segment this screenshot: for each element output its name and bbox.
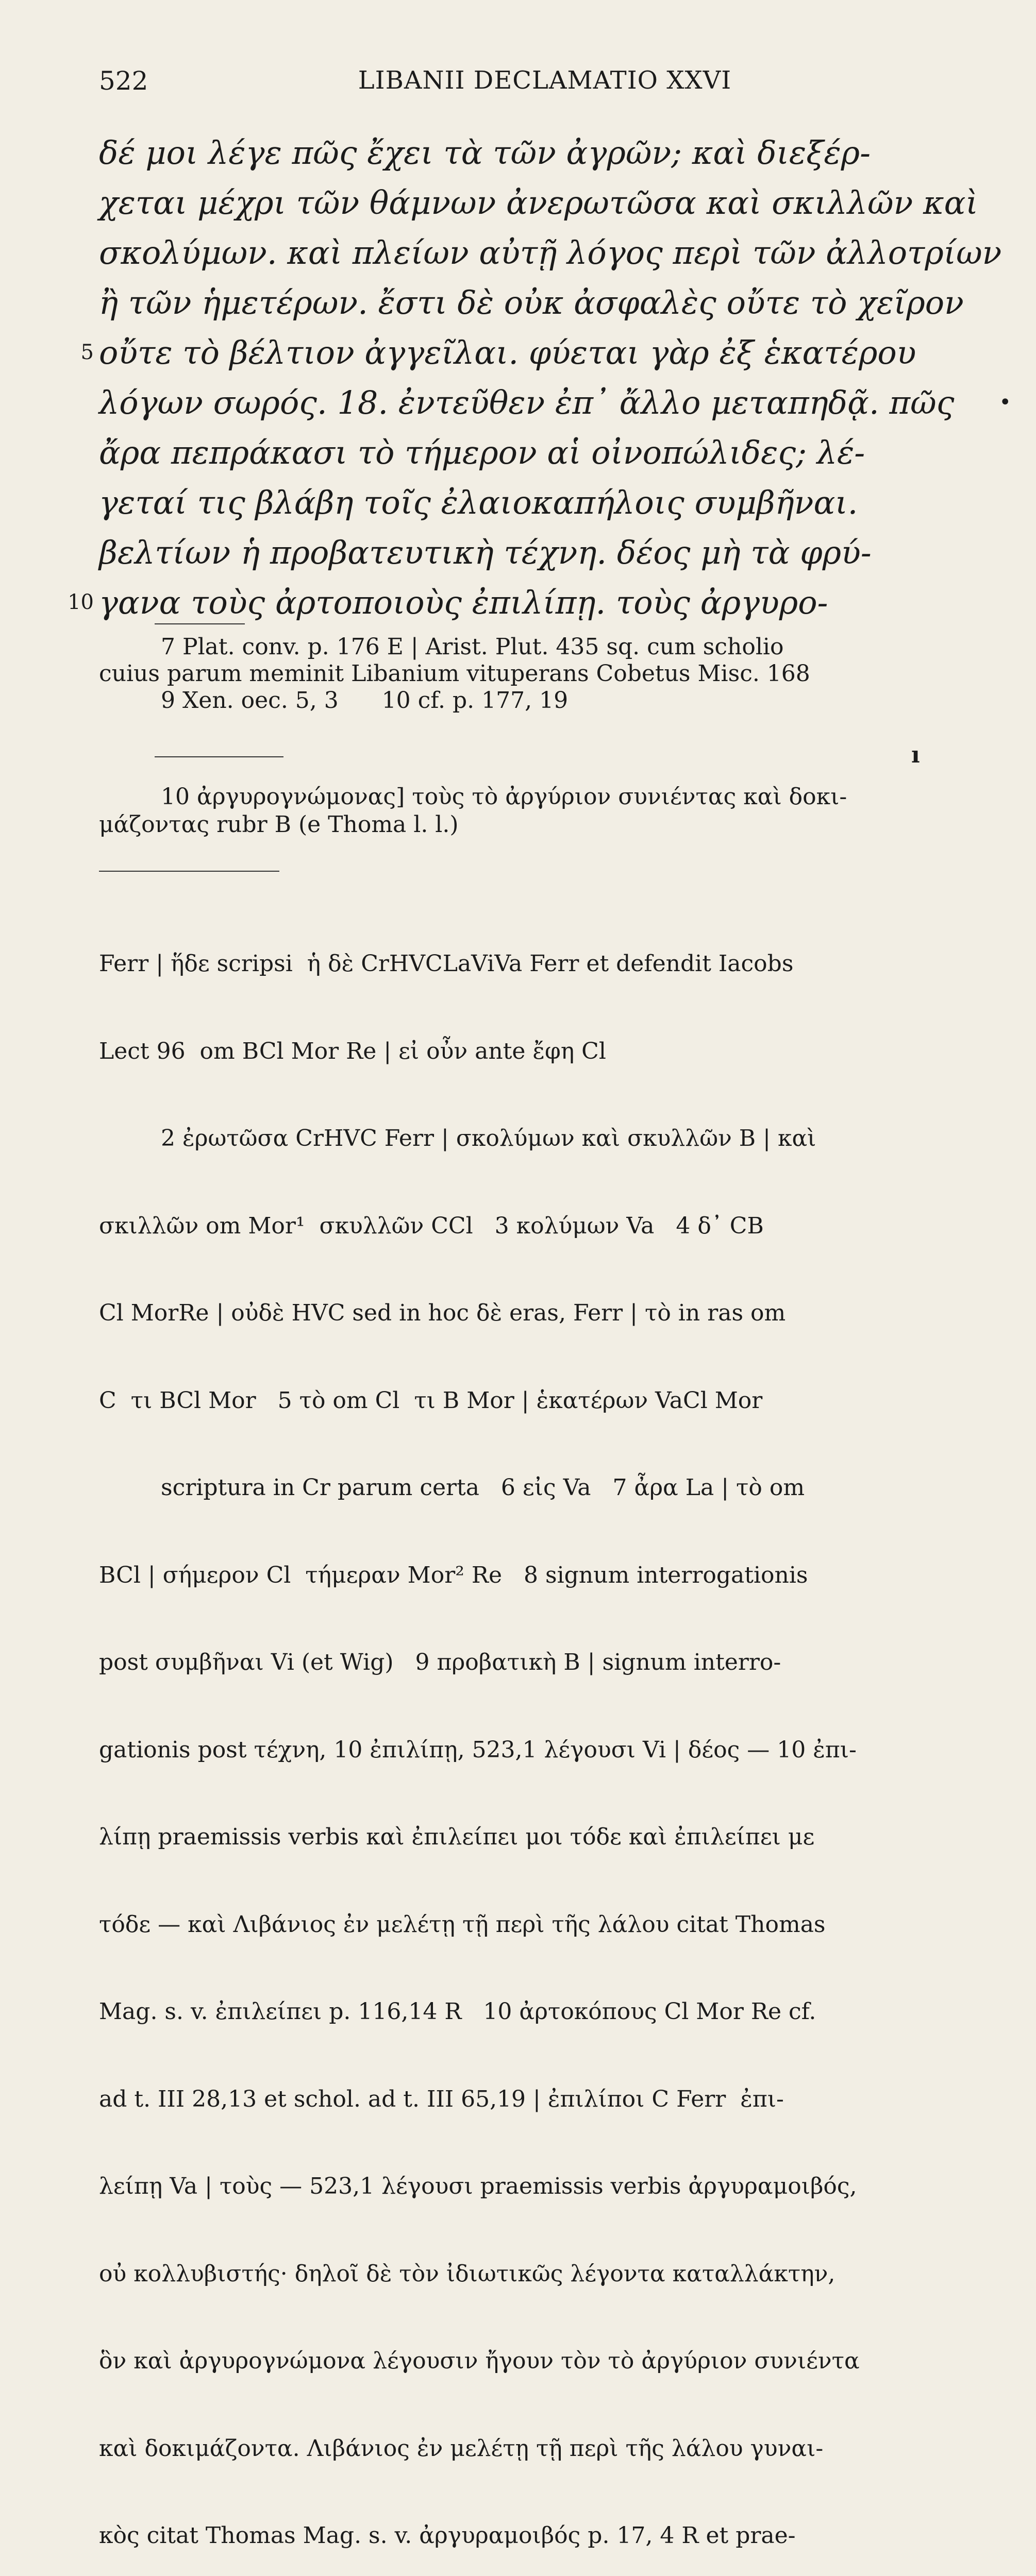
testimonia-line: 9 Xen. oec. 5, 3 10 cf. p. 177, 19 — [161, 687, 569, 714]
text-line — [68, 578, 996, 628]
apparatus-line: κὸς citat Thomas Mag. s. v. ἀργυραμοιβός p. 17, 4 R et prae- — [99, 2522, 796, 2549]
testimonia-line: cuius parum meminit Libanium vituperans Cobetus Misc. 168 — [99, 660, 810, 687]
line-number: 5 — [80, 341, 94, 364]
margin-mark: • — [999, 391, 1011, 414]
separator-rule — [99, 871, 279, 872]
text-line — [99, 428, 996, 478]
apparatus-line: post συμβῆναι Vi (et Wig) 9 προβατικὴ B | signum interro- — [99, 1649, 781, 1675]
apparatus-line: scriptura in Cr parum certa 6 εἰς Va 7 ἆρα La | τὸ om — [161, 1475, 805, 1501]
apparatus-line: Cl MorRe | οὐδὲ HVC sed in hoc δὲ eras, Ferr | τὸ in ras om — [99, 1300, 786, 1326]
running-title: LIBANII DECLAMATIO XXVI — [358, 66, 732, 95]
text-line — [99, 128, 996, 178]
apparatus-line: gationis post τέχνη, 10 ἐπιλίπῃ, 523,1 λέγουσι Vi | δέος — 10 ἐπι- — [99, 1736, 857, 1763]
line-text: ἄρα πεπράκασι τὸ τήμερον αἱ οἰνοπώλιδες; λέ- — [99, 434, 865, 471]
line-text: γανα τοὺς ἀρτοποιοὺς ἐπιλίπῃ. τοὺς ἀργυρο- — [99, 584, 828, 621]
testimonia — [99, 634, 996, 714]
text-line — [99, 228, 1002, 278]
text-line — [99, 378, 1011, 428]
separator-rule — [155, 756, 283, 757]
apparatus-line: λίπῃ praemissis verbis καὶ ἐπιλείπει μοι τόδε καὶ ἐπιλείπει με — [99, 1824, 815, 1850]
apparatus-line: C τι BCl Mor 5 τὸ om Cl τι B Mor | ἑκατέρων VaCl Mor — [99, 1387, 763, 1414]
text-line — [99, 528, 996, 578]
page-header — [99, 66, 991, 107]
text-line — [99, 178, 996, 228]
text-line — [99, 478, 996, 528]
apparatus-line: Mag. s. v. ἐπιλείπει p. 116,14 R 10 ἀρτοκόπους Cl Mor Re cf. — [99, 1998, 816, 2025]
apparatus-line: λείπῃ Va | τοὺς — 523,1 λέγουσι praemissis verbis ἀργυραμοιβός, — [99, 2173, 857, 2199]
apparatus-line: οὐ κολλυβιστής· δηλοῖ δὲ τὸν ἰδιωτικῶς λέγοντα καταλλάκτην, — [99, 2260, 836, 2287]
line-text: γεταί τις βλάβη τοῖς ἐλαιοκαπήλοις συμβῆναι. — [99, 484, 858, 521]
line-text: βελτίων ἡ προβατευτικὴ τέχνη. δέος μὴ τὰ φρύ- — [99, 534, 872, 571]
line-number: 10 — [68, 590, 94, 614]
separator-rule — [155, 623, 245, 624]
text-line — [80, 328, 996, 378]
line-text: λόγων σωρός. 18. ἐντεῦθεν ἐπ᾽ ἄλλο μεταπηδᾷ. πῶς — [99, 384, 955, 421]
apparatus-line: BCl | σήμερον Cl τήμεραν Mor² Re 8 signum interrogationis — [99, 1562, 808, 1588]
apparatus-line: 2 ἐρωτῶσα CrHVC Ferr | σκολύμων καὶ σκυλλῶν B | καὶ — [161, 1125, 816, 1151]
scholia-line: μάζοντας rubr B (e Thoma l. l.) — [99, 811, 459, 838]
apparatus — [99, 891, 996, 2576]
apparatus-line: ad t. III 28,13 et schol. ad t. III 65,19 | ἐπιλίποι C Ferr ἐπι- — [99, 2086, 784, 2112]
scholia-line: 10 ἀργυρογνώμονας] τοὺς τὸ ἀργύριον συνιέντας καὶ δοκι- — [161, 784, 847, 810]
testimonia-line: 7 Plat. conv. p. 176 E | Arist. Plut. 435 sq. cum scholio — [161, 634, 784, 660]
main-text — [68, 128, 1011, 628]
apparatus-line: τόδε — καὶ Λιβάνιος ἐν μελέτῃ τῇ περὶ τῆς λάλου citat Thomas — [99, 1911, 826, 1938]
scholia — [99, 783, 996, 839]
apparatus-line: Lect 96 om BCl Mor Re | εἰ οὖν ante ἔφη Cl — [99, 1038, 606, 1064]
line-text: οὔτε τὸ βέλτιον ἀγγεῖλαι. φύεται γὰρ ἐξ ἑκατέρου — [99, 334, 916, 371]
line-text: σκολύμων. καὶ πλείων αὐτῇ λόγος περὶ τῶν ἀλλοτρίων — [99, 234, 1002, 272]
line-text: δέ μοι λέγε πῶς ἔχει τὰ τῶν ἀγρῶν; καὶ διεξέρ- — [99, 134, 871, 172]
apparatus-line: ὃν καὶ ἀργυρογνώμονα λέγουσιν ἤγουν τὸν τὸ ἀργύριον συνιέντα — [99, 2348, 860, 2374]
line-text: χεται μέχρι τῶν θάμνων ἀνερωτῶσα καὶ σκιλλῶν καὶ — [99, 184, 978, 222]
line-text: ἢ τῶν ἡμετέρων. ἔστι δὲ οὐκ ἀσφαλὲς οὔτε τὸ χεῖρον — [99, 284, 964, 321]
page-number: 522 — [99, 66, 148, 96]
apparatus-line: Ferr | ἥδε scripsi ἡ δὲ CrHVCLaViVa Ferr et defendit Iacobs — [99, 951, 794, 977]
text-line — [99, 278, 996, 328]
separator-mark: ı — [911, 742, 920, 768]
apparatus-line: καὶ δοκιμάζοντα. Λιβάνιος ἐν μελέτῃ τῇ περὶ τῆς λάλου γυναι- — [99, 2435, 824, 2462]
apparatus-line: σκιλλῶν om Mor¹ σκυλλῶν CCl 3 κολύμων Va 4 δ᾽ CB — [99, 1212, 764, 1239]
